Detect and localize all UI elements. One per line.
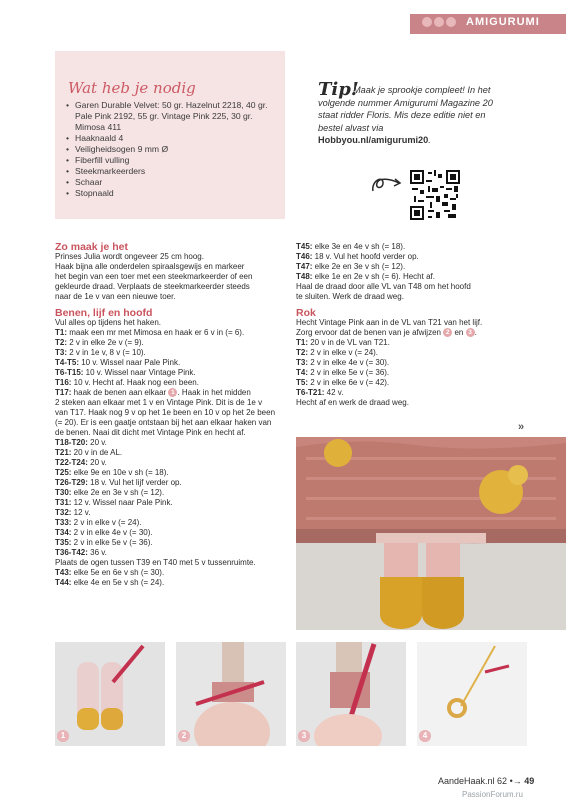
row-label: T5: (296, 378, 308, 387)
instruction-row (296, 292, 531, 302)
row-label: T16: (55, 378, 72, 387)
materials-heading: Wat heb je nodig (68, 79, 196, 97)
row-text: Hecht af en werk de draad weg. (296, 398, 409, 407)
intro-line: het begin van een toer met een steekmarkeerder of een (55, 272, 253, 281)
row-label: T33: (55, 518, 72, 527)
page-footer (438, 776, 534, 786)
row-label: T17: (55, 388, 72, 397)
row-text: 12 v. (71, 508, 91, 517)
instruction-line: (= 20). Er is een gaatje ontstaan bij het aan elkaar haken van (55, 418, 272, 427)
step-number: 1 (57, 730, 69, 742)
row-text: elke 4e en 5e v sh (= 24). (71, 578, 165, 587)
instruction-row (296, 262, 531, 272)
row-text: 42 v. (324, 388, 344, 397)
instruction-row (55, 538, 290, 548)
row-label: T1: (55, 328, 67, 337)
intro-line: Haak bijna alle onderdelen spiraalsgewijs en markeer (55, 262, 245, 271)
row-label: T34: (55, 528, 72, 537)
row-text: maak een mr met Mimosa en haak er 6 v in (= 6). (67, 328, 245, 337)
row-text: 10 v. Wissel naar Pale Pink. (79, 358, 181, 367)
row-text: . (474, 328, 477, 337)
instruction-row (296, 358, 531, 368)
instruction-row (55, 478, 290, 488)
row-text: 2 v in elke 2e v (= 9). (67, 338, 144, 347)
row-label: T30: (55, 488, 72, 497)
instruction-row (296, 252, 531, 262)
row-text: elke 9e en 10e v sh (= 18). (71, 468, 169, 477)
instruction-row (55, 358, 290, 368)
row-text: 10 v. Hecht af. Haak nog een been. (71, 378, 199, 387)
row-label: T6-T15: (55, 368, 84, 377)
row-text: 20 v. (87, 458, 107, 467)
instruction-row (55, 508, 290, 518)
row-text: elke 2e en 3e v sh (= 12). (312, 262, 406, 271)
row-label: T3: (55, 348, 67, 357)
materials-item: • Garen Durable Velvet: 50 gr. Hazelnut 2218, 40 gr. Pale Pink 2192, 55 gr. Vintage Pink 225, 30 gr. Mimosa 411 (66, 100, 281, 133)
header-dot (434, 17, 444, 27)
materials-item: • Stopnaald (66, 188, 281, 199)
step-photo-4 (417, 642, 527, 746)
step-number: 2 (178, 730, 190, 742)
row-label: T21: (55, 448, 72, 457)
watermark: PassionForum.ru (462, 790, 523, 799)
row-label: T3: (296, 358, 308, 367)
left-column (55, 242, 290, 588)
instruction-row (296, 348, 531, 358)
row-label: T4: (296, 368, 308, 377)
row-text: 20 v. (87, 438, 107, 447)
header-dot (422, 17, 432, 27)
intro-line: gekleurde draad. Verplaats de steekmarkeerder steeds (55, 282, 250, 291)
step-number: 3 (298, 730, 310, 742)
doll-closeup-photo (296, 437, 566, 630)
row-text: 2 v in elke 5e v (= 36). (308, 368, 390, 377)
step-badge: 3 (466, 328, 475, 337)
tip-link[interactable]: Hobbyou.nl/amigurumi20 (318, 135, 429, 145)
instruction-line: de benen. Naai dit dicht met Vintage Pink en hecht af. (55, 428, 246, 437)
row-text: 10 v. Wissel naar Vintage Pink. (83, 368, 196, 377)
step-photo-2 (176, 642, 286, 746)
row-label: T35: (55, 538, 72, 547)
row-label: T36-T42: (55, 548, 88, 557)
row-text: 2 v in elke v (= 24). (71, 518, 142, 527)
row-text: 2 v in elke 6e v (= 42). (308, 378, 390, 387)
intro-line: Prinses Julia wordt ongeveer 25 cm hoog. (55, 252, 204, 261)
tip-link-suffix: . (428, 135, 431, 145)
row-text: 2 v in elke 4e v (= 30). (308, 358, 390, 367)
continue-arrow-icon: » (518, 421, 525, 433)
row-label: T44: (55, 578, 72, 587)
instruction-line: Hecht Vintage Pink aan in de VL van T21 van het lijf. (296, 318, 483, 327)
row-label: T43: (55, 568, 72, 577)
tip-text (318, 84, 494, 147)
row-label: T18-T20: (55, 438, 88, 447)
instruction-row (55, 328, 290, 338)
footer-separator-icon: •→ (509, 776, 522, 786)
heading-benen: Benen, lijf en hoofd (55, 307, 153, 319)
instruction-row (55, 368, 290, 378)
row-text: te sluiten. Werk de draad weg. (296, 292, 404, 301)
row-text: en (454, 328, 464, 337)
instruction-row (55, 488, 290, 498)
row-text: 12 v. Wissel naar Pale Pink. (71, 498, 173, 507)
row-label: T48: (296, 272, 313, 281)
row-text: elke 3e en 4e v sh (= 18). (312, 242, 406, 251)
row-label: T47: (296, 262, 313, 271)
row-label: T2: (55, 338, 67, 347)
row-text: Plaats de ogen tussen T39 en T40 met 5 v tussenruimte. (55, 558, 256, 567)
heading-zo-maak: Zo maak je het (55, 241, 128, 253)
row-label: T2: (296, 348, 308, 357)
row-label: T26-T29: (55, 478, 88, 487)
footer-site: AandeHaak.nl 62 (438, 776, 508, 786)
instruction-row (296, 338, 531, 348)
row-label: T6-T21: (296, 388, 325, 397)
row-label: T4-T5: (55, 358, 79, 367)
instruction-row (296, 272, 531, 282)
row-text: 2 v in elke v (= 24). (308, 348, 379, 357)
instruction-row (55, 518, 290, 528)
row-text: elke 2e en 3e v sh (= 12). (71, 488, 165, 497)
step-photo-3 (296, 642, 406, 746)
row-label: T25: (55, 468, 72, 477)
materials-item: • Fiberfill vulling (66, 155, 281, 166)
materials-item: • Steekmarkeerders (66, 166, 281, 177)
instruction-row (296, 282, 531, 292)
row-text: 36 v. (87, 548, 107, 557)
instruction-row (55, 458, 290, 468)
qr-code-icon[interactable] (410, 170, 460, 220)
instruction-line: van T17. Haak nog 9 v op het 1e been en 10 v op het 2e been (55, 408, 276, 417)
row-label: T46: (296, 252, 313, 261)
materials-item: • Haaknaald 4 (66, 133, 281, 144)
row-label: T1: (296, 338, 308, 347)
step-photo-1 (55, 642, 165, 746)
instruction-row (55, 438, 290, 448)
step-number: 4 (419, 730, 431, 742)
step-badge: 2 (443, 328, 452, 337)
instruction-row (296, 378, 531, 388)
instruction-row (296, 242, 531, 252)
instruction-row (55, 348, 290, 358)
instruction-row (55, 558, 290, 568)
intro-line: naar de 1e v van een nieuwe toer. (55, 292, 176, 301)
instruction-row (296, 328, 531, 338)
instruction-row (55, 468, 290, 478)
row-label: T22-T24: (55, 458, 88, 467)
instruction-row (55, 578, 290, 588)
instruction-row (55, 548, 290, 558)
row-text: 18 v. Vul het hoofd verder op. (312, 252, 419, 261)
row-label: T32: (55, 508, 72, 517)
header-dots (422, 17, 456, 27)
instruction-row (55, 498, 290, 508)
right-column (296, 242, 531, 408)
instruction-line: 2 steken aan elkaar met 1 v en Vintage Pink. Dit is de 1e v (55, 398, 263, 407)
page-number: 49 (524, 776, 535, 786)
heading-rok: Rok (296, 307, 316, 319)
section-title: AMIGURUMI (466, 16, 540, 28)
instruction-row (296, 398, 531, 408)
row-text: 20 v in de AL. (71, 448, 123, 457)
step-badge: 1 (168, 388, 177, 397)
row-label: T31: (55, 498, 72, 507)
instruction-row (296, 388, 531, 398)
sub-line: Vul alles op tijdens het haken. (55, 318, 161, 327)
instruction-row (55, 378, 290, 388)
row-text: Zorg ervoor dat de benen van je afwijzen (296, 328, 441, 337)
tip-body: Maak je sprookje compleet! In het volgende nummer Amigurumi Magazine 20 staat ridder Floris. Mis deze editie niet en bestel alvast via (318, 85, 493, 133)
header-dot (446, 17, 456, 27)
row-text: Haal de draad door alle VL van T48 om het hoofd (296, 282, 471, 291)
row-text: elke 5e en 6e v sh (= 30). (71, 568, 165, 577)
instruction-row (55, 568, 290, 578)
materials-item: • Schaar (66, 177, 281, 188)
instruction-row (296, 368, 531, 378)
row-text: 2 v in 1e v, 8 v (= 10). (67, 348, 146, 357)
row-text: . Haak in het midden (177, 388, 251, 397)
materials-list (66, 100, 281, 199)
row-text: 2 v in elke 5e v (= 36). (71, 538, 153, 547)
row-text: 2 v in elke 4e v (= 30). (71, 528, 153, 537)
row-text: elke 1e en 2e v sh (= 6). Hecht af. (312, 272, 435, 281)
row-label: T45: (296, 242, 313, 251)
instruction-row (55, 338, 290, 348)
row-text: 20 v in de VL van T21. (308, 338, 390, 347)
instruction-row (55, 448, 290, 458)
row-text: 18 v. Vul het lijf verder op. (87, 478, 182, 487)
materials-item: • Veiligheidsogen 9 mm Ø (66, 144, 281, 155)
instruction-row (55, 528, 290, 538)
curl-arrow-icon (369, 171, 405, 197)
instruction-row (55, 388, 290, 398)
tip-label: Tip! (318, 79, 359, 100)
row-text: haak de benen aan elkaar (71, 388, 167, 397)
